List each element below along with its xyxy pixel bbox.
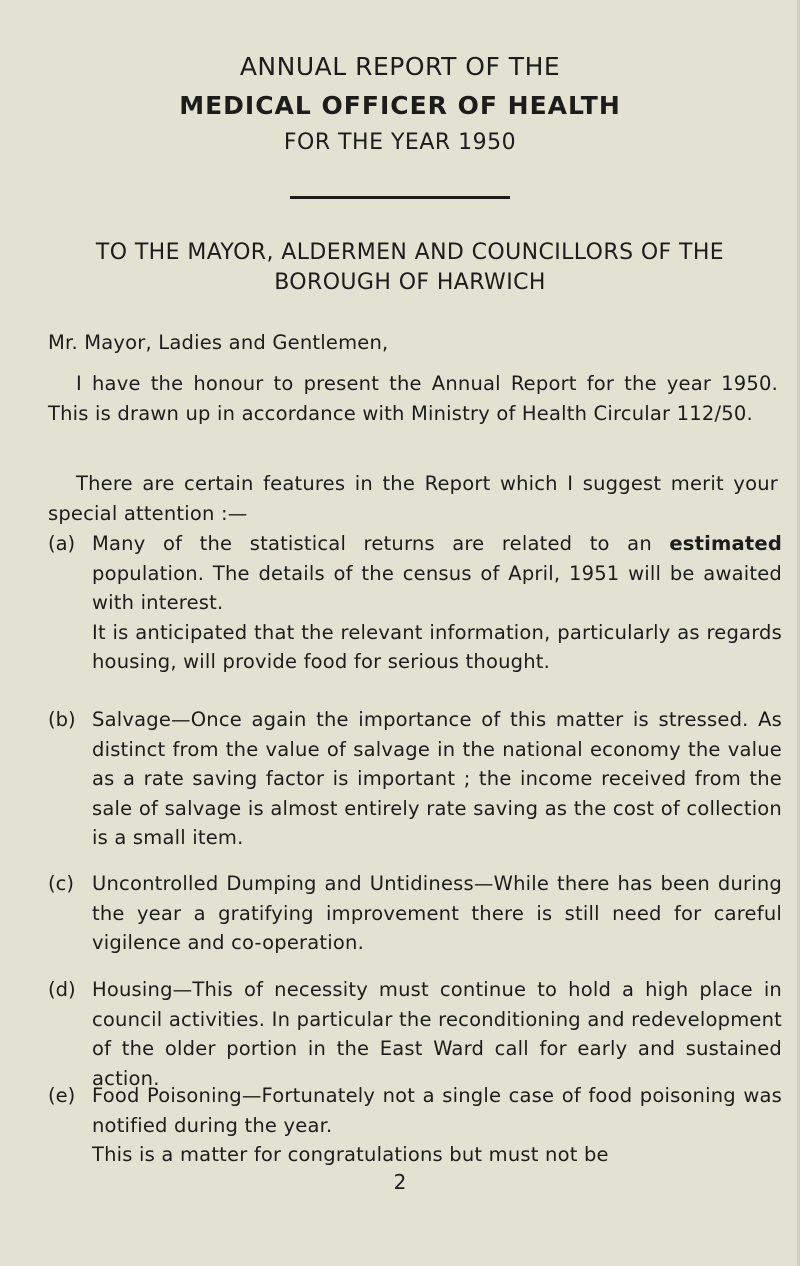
list-item-letter: (b) bbox=[48, 708, 76, 731]
list-item-body bbox=[92, 1081, 782, 1170]
address-line-2: BOROUGH OF HARWICH bbox=[274, 270, 546, 295]
list-item-body: Salvage—Once again the importance of this matter is stressed. As distinct from the value of salvage in the national economy the value as a rate saving factor is important ; the income received from the sale of salvage is almost entirely rate saving as the cost of collection is a small item. bbox=[92, 708, 782, 849]
list-item-text-second: It is anticipated that the relevant information, particularly as regards housing, will provide food for serious thought. bbox=[92, 620, 782, 673]
list-item-text bbox=[92, 529, 782, 618]
title-divider bbox=[290, 196, 510, 199]
list-item-text: Food Poisoning—Fortunately not a single case of food poisoning was notified during the year. bbox=[92, 1084, 782, 1137]
list-item-text-second: This is a matter for congratulations but must not be bbox=[92, 1143, 609, 1166]
list-item-body bbox=[92, 529, 782, 677]
salutation: Mr. Mayor, Ladies and Gentlemen, bbox=[48, 331, 389, 354]
report-title-line-2: MEDICAL OFFICER OF HEALTH bbox=[179, 91, 621, 120]
list-item-body: Uncontrolled Dumping and Untidiness—While there has been during the year a gratifying improvement there is still need for careful vigilence and co-operation. bbox=[92, 872, 782, 954]
list-item-body: Housing—This of necessity must continue to hold a high place in council activities. In particular the reconditioning and redevelopment of the older portion in the East Ward call for early and sustained action. bbox=[92, 978, 782, 1090]
list-item-letter: (e) bbox=[48, 1084, 76, 1107]
address-line-1: TO THE MAYOR, ALDERMEN AND COUNCILLORS OF THE bbox=[95, 240, 725, 265]
features-paragraph: There are certain features in the Report which I suggest merit your special attention :— bbox=[48, 472, 778, 525]
list-item-letter: (c) bbox=[48, 872, 74, 895]
list-item-letter: (d) bbox=[48, 978, 76, 1001]
list-item-letter: (a) bbox=[48, 532, 76, 555]
page-number: 2 bbox=[393, 1170, 407, 1194]
report-title-line-3: FOR THE YEAR 1950 bbox=[283, 130, 517, 155]
intro-paragraph: I have the honour to present the Annual Report for the year 1950. This is drawn up in accordance with Ministry of Health Circular 112/50. bbox=[48, 372, 778, 425]
report-title-line-1: ANNUAL REPORT OF THE bbox=[239, 52, 561, 81]
item-a-text-pre: Many of the statistical returns are related to an bbox=[92, 532, 670, 555]
item-a-text-post: population. The details of the census of April, 1951 will be awaited with interest. bbox=[92, 561, 782, 614]
item-a-text-bold: estimated bbox=[669, 532, 782, 555]
